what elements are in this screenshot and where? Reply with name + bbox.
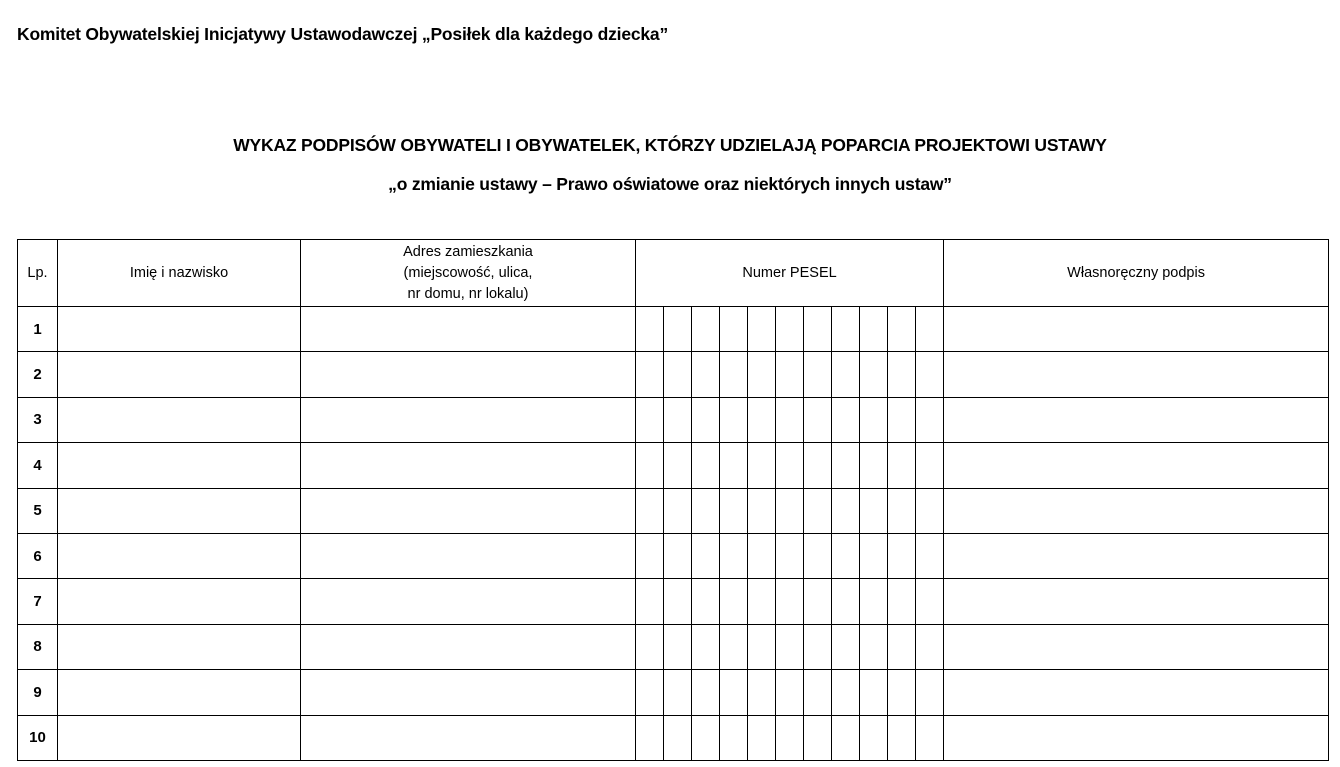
pesel-digit-cell[interactable] — [804, 624, 832, 669]
address-cell[interactable] — [301, 533, 636, 578]
pesel-digit-cell[interactable] — [916, 624, 944, 669]
address-cell[interactable] — [301, 715, 636, 760]
pesel-digit-cell[interactable] — [860, 715, 888, 760]
pesel-digit-cell[interactable] — [776, 579, 804, 624]
pesel-digit-cell[interactable] — [748, 533, 776, 578]
pesel-digit-cell[interactable] — [916, 443, 944, 488]
pesel-digit-cell[interactable] — [720, 307, 748, 352]
pesel-digit-cell[interactable] — [748, 352, 776, 397]
row-number: 6 — [18, 533, 58, 578]
pesel-digit-cell[interactable] — [748, 397, 776, 442]
pesel-digit-cell[interactable] — [804, 352, 832, 397]
pesel-digit-cell[interactable] — [916, 397, 944, 442]
table-row — [18, 624, 1329, 669]
pesel-digit-cell[interactable] — [860, 624, 888, 669]
pesel-digit-cell[interactable] — [888, 624, 916, 669]
pesel-digit-cell[interactable] — [888, 533, 916, 578]
pesel-digit-cell[interactable] — [720, 624, 748, 669]
table-row — [18, 397, 1329, 442]
pesel-digit-cell[interactable] — [888, 397, 916, 442]
pesel-digit-cell[interactable] — [888, 670, 916, 715]
pesel-digit-cell[interactable] — [636, 488, 664, 533]
pesel-digit-cell[interactable] — [720, 488, 748, 533]
pesel-digit-cell[interactable] — [636, 579, 664, 624]
pesel-digit-cell[interactable] — [776, 488, 804, 533]
pesel-digit-cell[interactable] — [860, 670, 888, 715]
header-lp: Lp. — [18, 240, 58, 307]
signature-cell[interactable] — [944, 443, 1329, 488]
pesel-digit-cell[interactable] — [888, 579, 916, 624]
pesel-digit-cell[interactable] — [664, 397, 692, 442]
pesel-digit-cell[interactable] — [916, 579, 944, 624]
pesel-digit-cell[interactable] — [720, 670, 748, 715]
header-signature: Własnoręczny podpis — [944, 240, 1329, 307]
pesel-digit-cell[interactable] — [804, 488, 832, 533]
pesel-digit-cell[interactable] — [804, 670, 832, 715]
pesel-digit-cell[interactable] — [888, 443, 916, 488]
signature-cell[interactable] — [944, 624, 1329, 669]
table-row — [18, 533, 1329, 578]
table-row — [18, 443, 1329, 488]
pesel-digit-cell[interactable] — [860, 533, 888, 578]
pesel-digit-cell[interactable] — [776, 352, 804, 397]
pesel-digit-cell[interactable] — [720, 352, 748, 397]
pesel-digit-cell[interactable] — [916, 352, 944, 397]
document-subtitle: „o zmianie ustawy – Prawo oświatowe oraz niektórych innych ustaw” — [388, 174, 952, 194]
pesel-digit-cell[interactable] — [776, 624, 804, 669]
pesel-digit-cell[interactable] — [720, 533, 748, 578]
pesel-digit-cell[interactable] — [832, 670, 860, 715]
address-cell[interactable] — [301, 307, 636, 352]
row-number: 10 — [18, 715, 58, 760]
header-address-line2: (miejscowość, ulica, — [403, 264, 533, 281]
pesel-digit-cell[interactable] — [916, 670, 944, 715]
row-number: 9 — [18, 670, 58, 715]
pesel-digit-cell[interactable] — [860, 397, 888, 442]
pesel-digit-cell[interactable] — [776, 397, 804, 442]
pesel-digit-cell[interactable] — [692, 715, 720, 760]
pesel-digit-cell[interactable] — [692, 624, 720, 669]
pesel-digit-cell[interactable] — [776, 533, 804, 578]
row-number: 2 — [18, 352, 58, 397]
pesel-digit-cell[interactable] — [692, 307, 720, 352]
name-cell[interactable] — [58, 670, 301, 715]
pesel-digit-cell[interactable] — [776, 715, 804, 760]
row-number: 5 — [18, 488, 58, 533]
pesel-digit-cell[interactable] — [804, 443, 832, 488]
pesel-digit-cell[interactable] — [664, 533, 692, 578]
pesel-digit-cell[interactable] — [832, 579, 860, 624]
pesel-digit-cell[interactable] — [636, 397, 664, 442]
name-cell[interactable] — [58, 443, 301, 488]
header-address — [301, 240, 636, 307]
pesel-digit-cell[interactable] — [776, 670, 804, 715]
signature-cell[interactable] — [944, 397, 1329, 442]
pesel-digit-cell[interactable] — [804, 307, 832, 352]
document-title: WYKAZ PODPISÓW OBYWATELI I OBYWATELEK, KTÓRZY UDZIELAJĄ POPARCIA PROJEKTOWI USTAWY — [233, 135, 1107, 155]
pesel-digit-cell[interactable] — [664, 488, 692, 533]
row-number: 7 — [18, 579, 58, 624]
pesel-digit-cell[interactable] — [636, 533, 664, 578]
table-row — [18, 715, 1329, 760]
pesel-digit-cell[interactable] — [720, 397, 748, 442]
table-row — [18, 352, 1329, 397]
pesel-digit-cell[interactable] — [664, 579, 692, 624]
table-row — [18, 670, 1329, 715]
table-header-row — [18, 240, 1329, 307]
name-cell[interactable] — [58, 307, 301, 352]
pesel-digit-cell[interactable] — [860, 307, 888, 352]
pesel-digit-cell[interactable] — [888, 488, 916, 533]
pesel-digit-cell[interactable] — [860, 352, 888, 397]
committee-heading: Komitet Obywatelskiej Inicjatywy Ustawodawczej „Posiłek dla każdego dziecka” — [17, 24, 669, 44]
signature-cell[interactable] — [944, 579, 1329, 624]
pesel-digit-cell[interactable] — [888, 715, 916, 760]
pesel-digit-cell[interactable] — [664, 670, 692, 715]
row-number: 3 — [18, 397, 58, 442]
pesel-digit-cell[interactable] — [664, 443, 692, 488]
pesel-digit-cell[interactable] — [748, 670, 776, 715]
name-cell[interactable] — [58, 397, 301, 442]
name-cell[interactable] — [58, 579, 301, 624]
pesel-digit-cell[interactable] — [692, 488, 720, 533]
pesel-digit-cell[interactable] — [804, 579, 832, 624]
table-row — [18, 488, 1329, 533]
signature-cell[interactable] — [944, 307, 1329, 352]
pesel-digit-cell[interactable] — [692, 397, 720, 442]
pesel-digit-cell[interactable] — [804, 715, 832, 760]
signature-cell[interactable] — [944, 533, 1329, 578]
pesel-digit-cell[interactable] — [692, 533, 720, 578]
pesel-digit-cell[interactable] — [636, 624, 664, 669]
header-pesel: Numer PESEL — [636, 240, 944, 307]
pesel-digit-cell[interactable] — [720, 715, 748, 760]
pesel-digit-cell[interactable] — [832, 488, 860, 533]
pesel-digit-cell[interactable] — [692, 352, 720, 397]
pesel-digit-cell[interactable] — [748, 624, 776, 669]
signature-cell[interactable] — [944, 715, 1329, 760]
pesel-digit-cell[interactable] — [720, 443, 748, 488]
signature-cell[interactable] — [944, 352, 1329, 397]
name-cell[interactable] — [58, 624, 301, 669]
pesel-digit-cell[interactable] — [888, 352, 916, 397]
pesel-digit-cell[interactable] — [720, 579, 748, 624]
pesel-digit-cell[interactable] — [832, 624, 860, 669]
pesel-digit-cell[interactable] — [636, 670, 664, 715]
name-cell[interactable] — [58, 533, 301, 578]
pesel-digit-cell[interactable] — [636, 352, 664, 397]
pesel-digit-cell[interactable] — [692, 443, 720, 488]
name-cell[interactable] — [58, 488, 301, 533]
signature-cell[interactable] — [944, 488, 1329, 533]
pesel-digit-cell[interactable] — [832, 715, 860, 760]
table-row — [18, 579, 1329, 624]
pesel-digit-cell[interactable] — [916, 488, 944, 533]
pesel-digit-cell[interactable] — [832, 307, 860, 352]
address-cell[interactable] — [301, 352, 636, 397]
pesel-digit-cell[interactable] — [748, 715, 776, 760]
address-cell[interactable] — [301, 670, 636, 715]
pesel-digit-cell[interactable] — [748, 307, 776, 352]
row-number: 1 — [18, 307, 58, 352]
address-cell[interactable] — [301, 397, 636, 442]
name-cell[interactable] — [58, 352, 301, 397]
pesel-digit-cell[interactable] — [916, 533, 944, 578]
header-address-line3: nr domu, nr lokalu) — [407, 285, 529, 302]
pesel-digit-cell[interactable] — [664, 624, 692, 669]
pesel-digit-cell[interactable] — [636, 443, 664, 488]
pesel-digit-cell[interactable] — [776, 307, 804, 352]
pesel-digit-cell[interactable] — [916, 307, 944, 352]
pesel-digit-cell[interactable] — [692, 670, 720, 715]
pesel-digit-cell[interactable] — [804, 533, 832, 578]
pesel-digit-cell[interactable] — [664, 307, 692, 352]
pesel-digit-cell[interactable] — [860, 443, 888, 488]
pesel-digit-cell[interactable] — [748, 488, 776, 533]
pesel-digit-cell[interactable] — [832, 397, 860, 442]
name-cell[interactable] — [58, 715, 301, 760]
address-cell[interactable] — [301, 624, 636, 669]
pesel-digit-cell[interactable] — [664, 352, 692, 397]
pesel-digit-cell[interactable] — [664, 715, 692, 760]
address-cell[interactable] — [301, 443, 636, 488]
signature-table — [17, 239, 1329, 761]
signature-cell[interactable] — [944, 670, 1329, 715]
pesel-digit-cell[interactable] — [832, 443, 860, 488]
address-cell[interactable] — [301, 579, 636, 624]
header-name: Imię i nazwisko — [58, 240, 301, 307]
pesel-digit-cell[interactable] — [636, 715, 664, 760]
pesel-digit-cell[interactable] — [748, 579, 776, 624]
pesel-digit-cell[interactable] — [916, 715, 944, 760]
table-row — [18, 307, 1329, 352]
pesel-digit-cell[interactable] — [860, 579, 888, 624]
header-address-line1: Adres zamieszkania — [403, 243, 533, 260]
pesel-digit-cell[interactable] — [832, 352, 860, 397]
pesel-digit-cell[interactable] — [748, 443, 776, 488]
pesel-digit-cell[interactable] — [804, 397, 832, 442]
row-number: 4 — [18, 443, 58, 488]
address-cell[interactable] — [301, 488, 636, 533]
pesel-digit-cell[interactable] — [888, 307, 916, 352]
pesel-digit-cell[interactable] — [636, 307, 664, 352]
pesel-digit-cell[interactable] — [832, 533, 860, 578]
row-number: 8 — [18, 624, 58, 669]
pesel-digit-cell[interactable] — [776, 443, 804, 488]
pesel-digit-cell[interactable] — [692, 579, 720, 624]
pesel-digit-cell[interactable] — [860, 488, 888, 533]
